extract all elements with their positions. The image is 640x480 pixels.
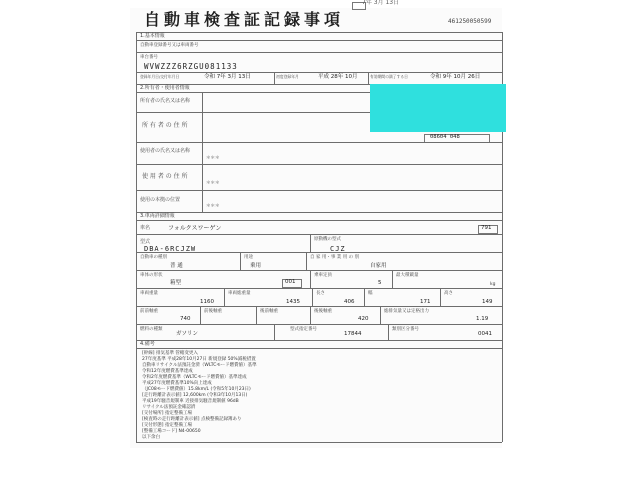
base-value: ＊＊＊ [206, 204, 220, 209]
height-label: 高さ [444, 291, 453, 296]
weight-label: 車両重量 [140, 291, 158, 296]
seats-value: 5 [378, 280, 382, 286]
cell-line [364, 288, 365, 306]
body-code: 001 [285, 279, 296, 285]
row-line [136, 234, 502, 235]
remark-line: [検査時の走行距離計表示値] 点検整備記録簿あり [142, 417, 242, 422]
cell-line [310, 306, 311, 324]
user-name-label: 使用者の氏名又は名称 [140, 148, 191, 154]
purpose-value: 自家用 [370, 263, 387, 269]
row-line [136, 324, 502, 325]
row-line [136, 212, 502, 213]
section-owner-heading: 2.所有者・使用者情報 [140, 85, 190, 91]
row-line [136, 164, 502, 165]
vehicle-name-code: 791 [481, 225, 492, 231]
engine-value: CJZ [330, 245, 346, 253]
remark-line: 27年度基準 平成28年10月27日 新規登録 50%減税措置 [142, 357, 256, 362]
remark-line: [交付場所] 指定整備工場 [142, 411, 192, 416]
category-label: 類別区分番号 [392, 327, 419, 332]
cell-line [388, 324, 389, 340]
load-unit: kg [490, 282, 496, 287]
width-value: 171 [420, 299, 431, 305]
remark-line: 平成27年度燃費基準10%向上達成 [142, 381, 212, 386]
row-line [136, 348, 502, 349]
rr-axle-label: 後後軸重 [314, 309, 332, 314]
owner-name-label: 所有者の氏名又は名称 [140, 98, 191, 104]
cell-line [392, 270, 393, 288]
model-value: DBA-6RCJZW [144, 245, 197, 253]
remark-line: [幹線] 排気基準 管轄変更入 [142, 351, 198, 356]
displacement-value: 1.19 [476, 316, 489, 322]
document-number: 461250050599 [448, 18, 492, 25]
cell-line [310, 270, 311, 288]
load-label: 最大積載量 [396, 273, 419, 278]
cell-line [310, 234, 311, 252]
section-basic-heading: 1.基本情報 [140, 33, 165, 39]
remark-line: 自動車リサイクル法預託金済（WLTCモード燃費値）基準 [142, 363, 257, 368]
length-label: 長さ [316, 291, 325, 296]
rr-axle-value: 420 [358, 316, 369, 322]
body-label: 車体の形状 [140, 273, 163, 278]
cell-line [440, 288, 441, 306]
height-value: 149 [482, 299, 493, 305]
base-label: 使用の本拠の位置 [140, 197, 181, 203]
row-line [136, 72, 502, 73]
remark-line: [走行距離計表示値] 12,600km (令和3年10月13日) [142, 393, 248, 398]
section-vehicle-heading: 3.車両詳細情報 [140, 213, 175, 219]
use-value: 乗用 [250, 263, 262, 269]
kind-label: 自動車の種別 [140, 255, 167, 260]
user-name-value: ＊＊＊ [206, 156, 220, 161]
row-line [136, 252, 502, 253]
remark-line: 令和2年度燃費基準（WLTCモード燃費値）基準達成 [142, 375, 247, 380]
gross-label: 車両総重量 [228, 291, 251, 296]
top-date: 7年 3月 13日 [362, 0, 400, 6]
owner-code: 08604 048 [430, 134, 460, 140]
first-reg-label: 登録年月日/交付年月日 [140, 74, 180, 79]
document-title: 自動車検査証記録事項 [144, 10, 345, 29]
user-address-value: ＊＊＊ [206, 181, 220, 186]
row-line [136, 270, 502, 271]
remark-line: 以下余白 [142, 435, 160, 440]
frame-left-line [136, 32, 137, 442]
vehicle-name-value: フォルクスワーゲン [168, 225, 222, 232]
width-label: 幅 [368, 291, 373, 296]
cell-line [306, 252, 307, 270]
cell-line [274, 324, 275, 340]
kind-value: 普 通 [170, 263, 183, 269]
displacement-label: 総排気量又は定格出力 [384, 309, 429, 314]
vin-value: WVWZZZ6RZGU081133 [144, 62, 238, 71]
cell-line [368, 72, 369, 84]
expiry-label: 有効期間の満了する日 [370, 74, 408, 79]
row-line [136, 340, 502, 341]
remark-line: （JC08モード燃費値）15.8km/L (令和5年10月23日) [142, 387, 251, 392]
engine-label: 原動機の型式 [314, 237, 341, 242]
remark-line: [交付形態] 指定整備工場 [142, 423, 192, 428]
type-no-value: 17844 [344, 331, 362, 337]
row-line [136, 220, 502, 221]
frame-top-line [136, 32, 502, 33]
expiry-value: 令和 9年 10月 26日 [430, 74, 481, 80]
cell-line [380, 306, 381, 324]
model-label: 型式 [140, 239, 151, 245]
remark-line: リサイクル法預託金確認済 [142, 405, 196, 410]
vin-label: 車台番号 [140, 55, 158, 60]
front-axle-value: 740 [180, 316, 191, 322]
remark-line: 平成19年騒音規制車 近接排気騒音規制値 96dB [142, 399, 239, 404]
cell-line [224, 288, 225, 306]
cell-line [312, 288, 313, 306]
reg-number-label: 自動車登録番号又は車両番号 [140, 43, 199, 48]
rf-axle-label: 後前軸重 [260, 309, 278, 314]
use-label: 用途 [244, 255, 253, 260]
fuel-label: 燃料の種類 [140, 327, 163, 332]
weight-value: 1160 [200, 299, 214, 305]
type-no-label: 型式指定番号 [290, 327, 317, 332]
cell-line [274, 72, 275, 84]
seats-label: 乗車定員 [314, 273, 332, 278]
first-year-label: 初度登録年月 [276, 74, 299, 79]
vehicle-name-label: 車名 [140, 225, 151, 231]
fuel-value: ガソリン [176, 331, 199, 337]
purpose-label: 自 家 用・事 業 用 の 別 [310, 255, 360, 260]
row-line [136, 190, 502, 191]
category-value: 0041 [478, 331, 492, 337]
cell-line [200, 306, 201, 324]
row-line [136, 288, 502, 289]
frame-bottom-line [136, 442, 502, 443]
fr-axle-label: 前後軸重 [204, 309, 222, 314]
cell-line [256, 306, 257, 324]
vehicle-inspection-certificate [130, 0, 502, 448]
first-reg-value: 令和 7年 3月 13日 [204, 74, 251, 80]
label-column-line [202, 92, 203, 212]
cell-line [240, 252, 241, 270]
gross-value: 1435 [286, 299, 300, 305]
first-year-value: 平成 28年 10月 [318, 74, 358, 80]
remark-line: [整備工場コード] N4-00650 [142, 429, 201, 434]
section-remarks-heading: 4.備考 [140, 341, 155, 347]
row-line [136, 306, 502, 307]
user-address-label: 使 用 者 の 住 所 [142, 173, 188, 180]
owner-address-label: 所 有 者 の 住 所 [142, 122, 188, 129]
body-value: 箱型 [170, 280, 182, 286]
row-line [136, 142, 502, 143]
remark-line: 令和12年度燃費基準達成 [142, 369, 193, 374]
length-value: 406 [344, 299, 355, 305]
row-line [136, 52, 502, 53]
front-axle-label: 前前軸重 [140, 309, 158, 314]
redaction-block [370, 84, 506, 132]
row-line [136, 40, 502, 41]
